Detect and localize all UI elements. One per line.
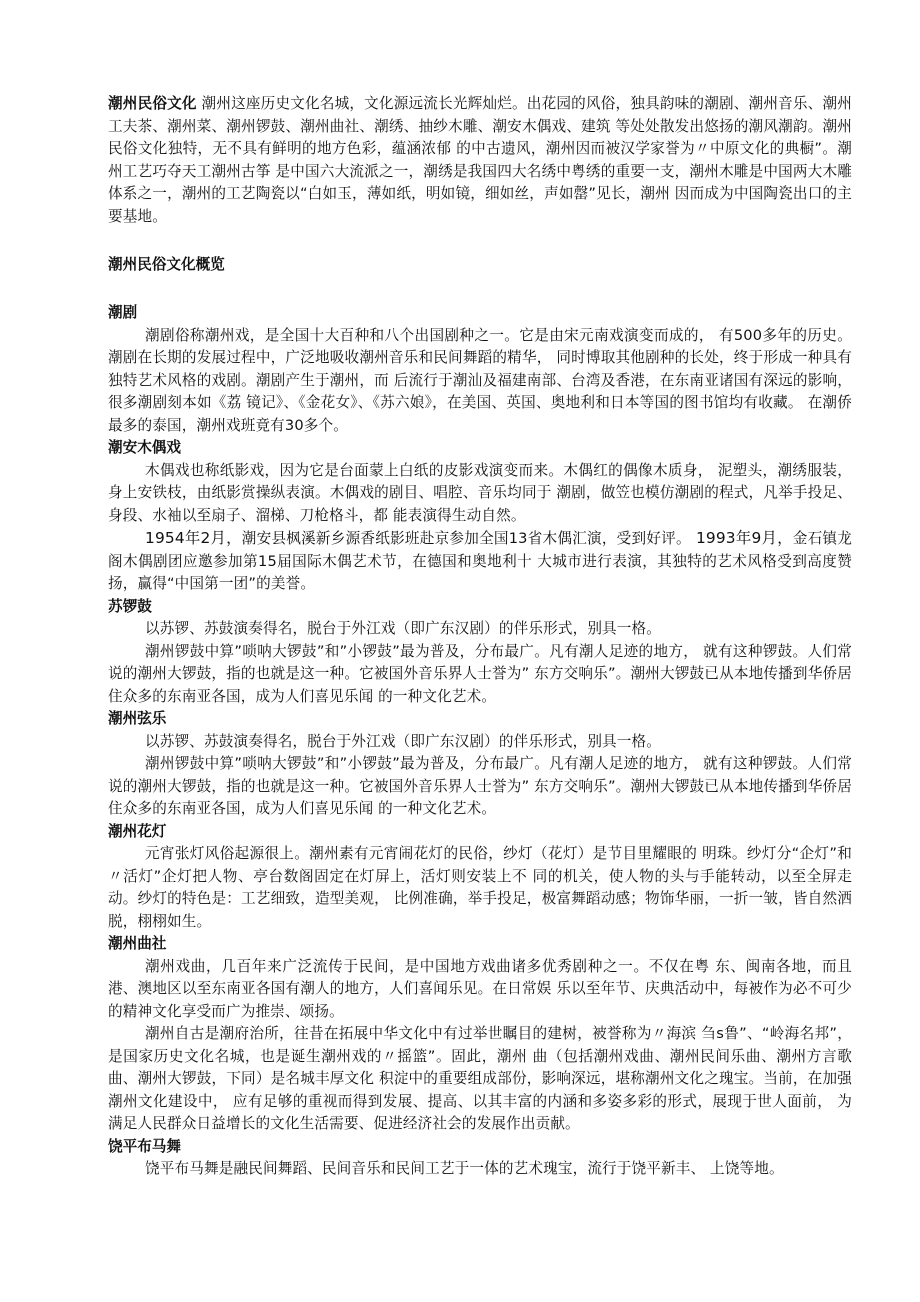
date-text: 1993年9月， bbox=[690, 529, 793, 547]
section-qushe bbox=[108, 933, 852, 1136]
section-paragraph: 潮州自古是潮府治所，往昔在拓展中华文化中有过举世瞩目的建树，被誉称为〃海滨 刍s鲁”、“岭海名邦”，是国家历史文化名城，也是诞生潮州戏的〃摇篮”。固此，潮州 曲（包括潮州戏曲、潮州民间乐曲、潮州方言歌曲、潮州大锣鼓，下同）是名城丰厚文化 积淀中的重要组成部份，影响深远，堪称潮州文化之瑰宝。当前，在加强潮州文化建设中， 应有足够的重视而得到发展、提高、以其丰富的内涵和多姿多彩的形式，展现于世人面前， 为满足人民群众日益增长的文化生活需要、促进经济社会的发展作出贡献。 bbox=[108, 1025, 852, 1132]
section-xianyue bbox=[108, 708, 852, 821]
section-heading: 饶平布马舞 bbox=[108, 1137, 181, 1155]
section-heading: 潮剧 bbox=[108, 304, 138, 321]
section-paragraph bbox=[108, 527, 852, 596]
section-paragraph: 潮州戏曲，几百年来广泛流传于民间，是中国地方戏曲诸多优秀剧种之一。不仅在粤 东、闽南各地，而且港、澳地区以至东南亚各国有潮人的地方，人们喜闻乐见。在日常娱 乐以至年节、庆典活动中，每被作为必不可少的精神文化享受而广为推崇、颂扬。 bbox=[108, 957, 852, 1020]
section-heading: 潮安木偶戏 bbox=[108, 439, 181, 456]
section-paragraph: 潮州锣鼓中算”唢呐大锣鼓”和”小锣鼓”最为普及，分布最广。凡有潮人足迹的地方， 就有这种锣鼓。人们常说的潮州大锣鼓，指的也就是这一种。它被国外音乐界人士誉为” 东方交响乐”。潮州大锣鼓已从本地传播到华侨居住众多的东南亚各国，成为人们喜见乐闻 的一种文化艺术。 bbox=[108, 755, 852, 817]
section-heading: 苏锣鼓 bbox=[108, 597, 152, 615]
paragraph-text: 金石镇龙阁木偶剧团应邀参加第15届国际木偶艺术节，在德国和奥地利十 大城市进行表演，其独特的艺术风格受到高度赞扬，赢得“中国第一团”的美誉。 bbox=[108, 530, 852, 592]
intro-text: 潮州这座历史文化名城，文化源远流长光辉灿烂。出花园的风俗，独具韵味的潮剧、潮州音乐、潮州工夫茶、潮州菜、潮州锣鼓、潮州曲社、潮绣、抽纱木雕、潮安木偶戏、建筑 等处处散发出悠扬的潮风潮韵。潮州民俗文化独特，无不具有鲜明的地方色彩，蕴涵浓郁 的中古遗风，潮州因而被汉学家誉为〃中原文化的典橱”。潮州工艺巧夺天工潮州古筝 是中国六大流派之一，潮绣是我国四大名绣中粤绣的重要一支，潮州木雕是中国两大木雕 体系之一，潮州的工艺陶瓷以“白如玉，薄如纸，明如镜，细如丝，声如罄”见长，潮州 因而成为中国陶瓷出口的主要基地。 bbox=[108, 95, 852, 225]
overview-heading: 潮州民俗文化概览 bbox=[108, 256, 225, 273]
section-paragraph: 木偶戏也称纸影戏，因为它是台面蒙上白纸的皮影戏演变而来。木偶红的偶像木质身， 泥塑头，潮绣服装，身上安铁枝，由纸影赏操纵表演。木偶戏的剧目、唱腔、音乐均同于 潮剧，做笠也模仿潮剧的程式，凡举手投足、身段、水袖以至扇子、溜梯、刀枪格斗，都 能表演得生动自然。 bbox=[108, 461, 852, 524]
section-chaoju bbox=[108, 302, 852, 437]
intro-paragraph bbox=[108, 93, 852, 228]
paragraph-text: 潮安县枫溪新乡源香纸影班赴京参加全国13省木偶汇演，受到好评。 bbox=[241, 530, 691, 547]
section-suluogu bbox=[108, 596, 852, 709]
section-heading: 潮州曲社 bbox=[108, 935, 167, 952]
section-muou bbox=[108, 437, 852, 596]
section-paragraph: 潮剧俗称潮州戏，是全国十大百种和八个出国剧种之一。它是由宋元南戏演变而成的， 有500多年的历史。潮剧在长期的发展过程中，广泛地吸收潮州音乐和民间舞蹈的精华， 同时博取其他剧种的长处，终于形成一种具有独特艺术风格的戏剧。潮剧产生于潮州，而 后流行于潮汕及福建南部、台湾及香港，在东南亚诸国有深远的影响，很多潮剧刻本如《荔 镜记》、《金花女》、《苏六娘》，在美国、英国、奥地利和日本等国的图书馆均有收藏。 在潮侨最多的泰国，潮州戏班竟有30多个。 bbox=[108, 326, 852, 434]
section-huadeng bbox=[108, 821, 852, 934]
section-heading: 潮州弦乐 bbox=[108, 710, 167, 727]
section-paragraph: 饶平布马舞是融民间舞蹈、民间音乐和民间工艺于一体的艺术瑰宝，流行于饶平新丰、 上饶等地。 bbox=[145, 1160, 784, 1177]
section-buma bbox=[108, 1136, 852, 1181]
section-paragraph: 以苏锣、苏鼓演奏得名，脱台于外江戏（即广东汉剧）的伴乐形式，别具一格。 bbox=[145, 732, 662, 750]
section-paragraph: 潮州锣鼓中算”唢呐大锣鼓”和”小锣鼓”最为普及，分布最广。凡有潮人足迹的地方， 就有这种锣鼓。人们常说的潮州大锣鼓，指的也就是这一种。它被国外音乐界人士誉为” 东方交响乐”。潮州大锣鼓已从本地传播到华侨居住众多的东南亚各国，成为人们喜见乐闻 的一种文化艺术。 bbox=[108, 642, 852, 705]
date-text: 1954年2月， bbox=[145, 529, 242, 547]
intro-title: 潮州民俗文化 bbox=[108, 95, 197, 112]
section-paragraph: 以苏锣、苏鼓演奏得名，脱台于外江戏（即广东汉剧）的伴乐形式，别具一格。 bbox=[145, 620, 662, 637]
section-paragraph: 元宵张灯风俗起源很上。潮州素有元宵闹花灯的民俗，纱灯（花灯）是节目里耀眼的 明珠。纱灯分“企灯”和〃活灯”企灯把人物、亭台数阁固定在灯屏上，活灯则安装上不 同的机关，使人物的头与手能转动，以至全屏走动。纱灯的特色是：工艺细致，造型美观， 比例准确，举手投足，极富舞蹈动感；物饰华丽，一折一皱，皆自然洒脱，栩栩如生。 bbox=[108, 845, 852, 930]
section-heading: 潮州花灯 bbox=[108, 822, 167, 840]
